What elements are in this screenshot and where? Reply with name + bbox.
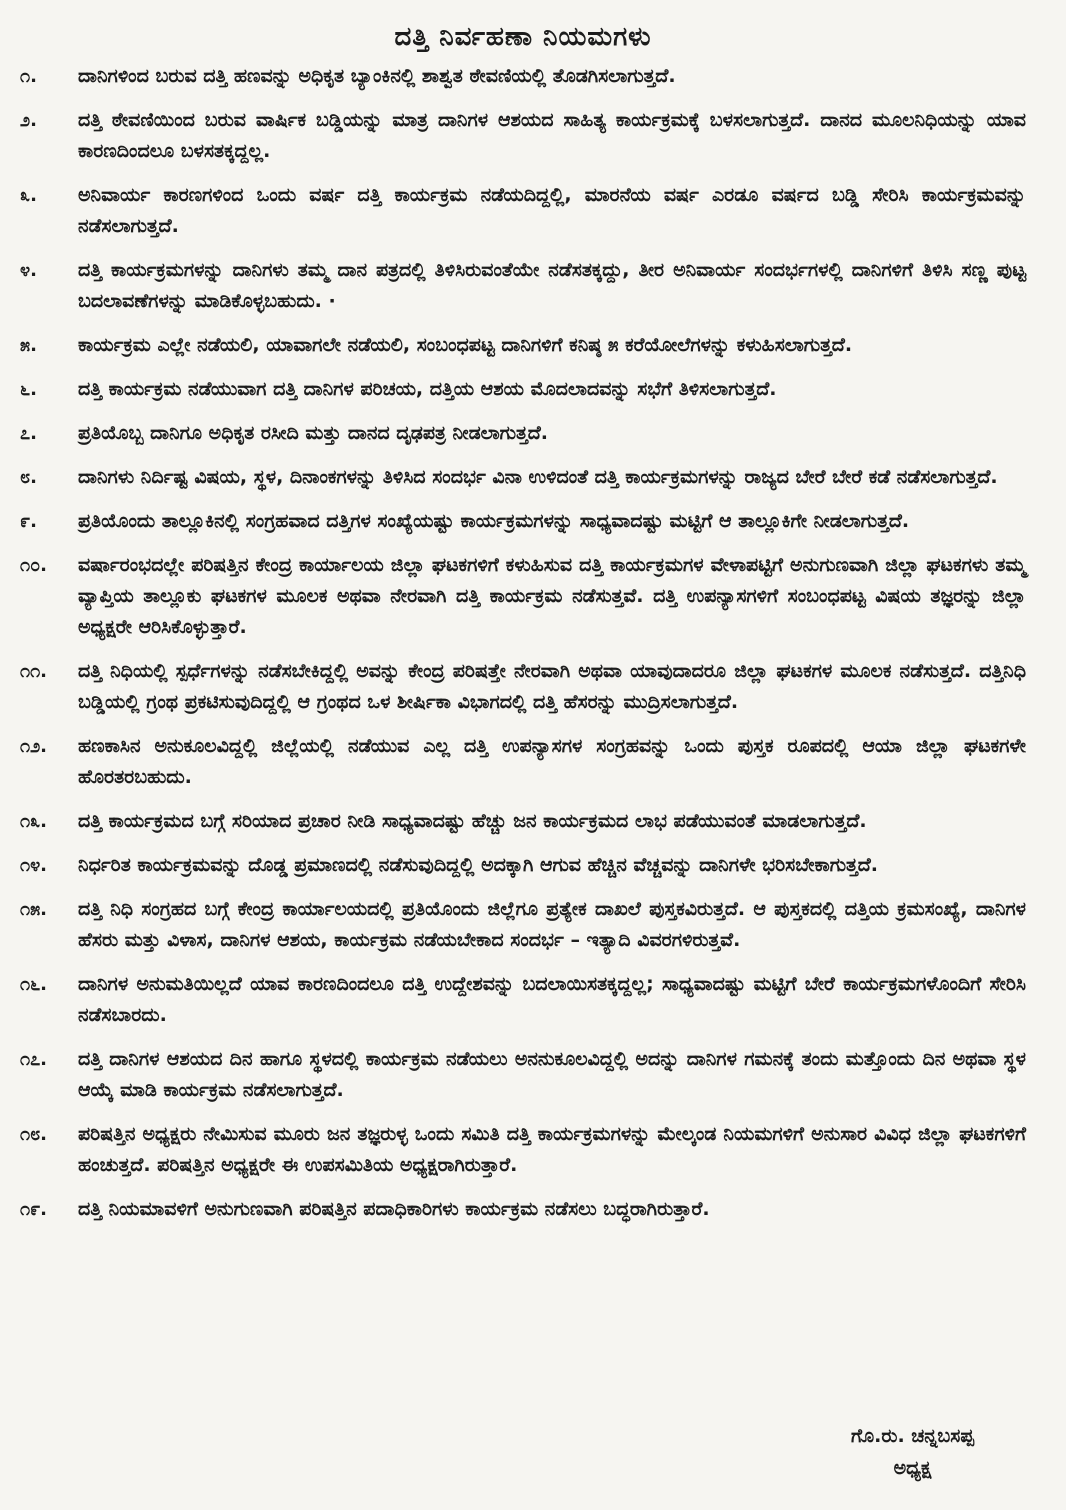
rule-number: ೮. [20, 467, 37, 488]
rule-number: ೯. [20, 511, 37, 532]
rule-text: ದತ್ತಿ ಕಾರ್ಯಕ್ರಮ ನಡೆಯುವಾಗ ದತ್ತಿ ದಾನಿಗಳ ಪರಿಚಯ, ದತ್ತಿಯ ಆಶಯ ಮೊದಲಾದವನ್ನು ಸಭೆಗೆ ತಿಳಿಸಲಾಗುತ್ತದೆ. [78, 378, 777, 400]
rule-item [20, 806, 1026, 837]
rule-text: ದಾನಿಗಳು ನಿರ್ದಿಷ್ಟ ವಿಷಯ, ಸ್ಥಳ, ದಿನಾಂಕಗಳನ್ನು ತಿಳಿಸಿದ ಸಂದರ್ಭ ವಿನಾ ಉಳಿದಂತೆ ದತ್ತಿ ಕಾರ್ಯಕ್ರಮಗಳನ್ನು ರಾಜ್ಯದ ಬೇರೆ ಬೇರೆ ಕಡೆ ನಡೆಸಲಾಗುತ್ತದೆ. [78, 466, 998, 488]
rule-text: ಪ್ರತಿಯೊಂದು ತಾಲ್ಲೂಕಿನಲ್ಲಿ ಸಂಗ್ರಹವಾದ ದತ್ತಿಗಳ ಸಂಖ್ಯೆಯಷ್ಟು ಕಾರ್ಯಕ್ರಮಗಳನ್ನು ಸಾಧ್ಯವಾದಷ್ಟು ಮಟ್ಟಿಗೆ ಆ ತಾಲ್ಲೂಕಿಗೇ ನೀಡಲಾಗುತ್ತದೆ. [78, 510, 910, 532]
rule-number: ೧೩. [20, 811, 47, 832]
rule-number: ೧. [20, 66, 37, 87]
rule-number: ೧೧. [20, 661, 47, 682]
rule-text: ಪ್ರತಿಯೊಬ್ಬ ದಾನಿಗೂ ಅಧಿಕೃತ ರಸೀದಿ ಮತ್ತು ದಾನದ ದೃಢಪತ್ರ ನೀಡಲಾಗುತ್ತದೆ. [78, 422, 548, 444]
rule-text: ಪರಿಷತ್ತಿನ ಅಧ್ಯಕ್ಷರು ನೇಮಿಸುವ ಮೂರು ಜನ ತಜ್ಞರುಳ್ಳ ಒಂದು ಸಮಿತಿ ದತ್ತಿ ಕಾರ್ಯಕ್ರಮಗಳನ್ನು ಮೇಲ್ಕಂಡ ನಿಯಮಗಳಿಗೆ ಅನುಸಾರ ವಿವಿಧ ಜಿಲ್ಲಾ ಘಟಕಗಳಿಗೆ ಹಂಚುತ್ತದೆ. ಪರಿಷತ್ತಿನ ಅಧ್ಯಕ್ಷರೇ ಈ ಉಪಸಮಿತಿಯ ಅಧ್ಯಕ್ಷರಾಗಿರುತ್ತಾರೆ. [78, 1123, 1026, 1176]
rule-item [20, 1044, 1026, 1106]
rule-text: ದತ್ತಿ ದಾನಿಗಳ ಆಶಯದ ದಿನ ಹಾಗೂ ಸ್ಥಳದಲ್ಲಿ ಕಾರ್ಯಕ್ರಮ ನಡೆಯಲು ಅನನುಕೂಲವಿದ್ದಲ್ಲಿ ಅದನ್ನು ದಾನಿಗಳ ಗಮನಕ್ಕೆ ತಂದು ಮತ್ತೊಂದು ದಿನ ಅಥವಾ ಸ್ಥಳ ಆಯ್ಕೆ ಮಾಡಿ ಕಾರ್ಯಕ್ರಮ ನಡೆಸಲಾಗುತ್ತದೆ. [78, 1048, 1026, 1101]
rule-item [20, 550, 1026, 643]
rule-text: ದತ್ತಿ ನಿಧಿಯಲ್ಲಿ ಸ್ಪರ್ಧೆಗಳನ್ನು ನಡೆಸಬೇಕಿದ್ದಲ್ಲಿ ಅವನ್ನು ಕೇಂದ್ರ ಪರಿಷತ್ತೇ ನೇರವಾಗಿ ಅಥವಾ ಯಾವುದಾದರೂ ಜಿಲ್ಲಾ ಘಟಕಗಳ ಮೂಲಕ ನಡೆಸುತ್ತದೆ. ದತ್ತಿನಿಧಿ ಬಡ್ಡಿಯಲ್ಲಿ ಗ್ರಂಥ ಪ್ರಕಟಿಸುವುದಿದ್ದಲ್ಲಿ ಆ ಗ್ರಂಥದ ಒಳ ಶೀರ್ಷಿಕಾ ವಿಭಾಗದಲ್ಲಿ ದತ್ತಿ ಹೆಸರನ್ನು ಮುದ್ರಿಸಲಾಗುತ್ತದೆ. [78, 660, 1026, 713]
signature-block [851, 1420, 974, 1484]
rule-text: ದಾನಿಗಳಿಂದ ಬರುವ ದತ್ತಿ ಹಣವನ್ನು ಅಧಿಕೃತ ಬ್ಯಾಂಕಿನಲ್ಲಿ ಶಾಶ್ವತ ಠೇವಣಿಯಲ್ಲಿ ತೊಡಗಿಸಲಾಗುತ್ತದೆ. [78, 65, 676, 87]
rule-text: ಅನಿವಾರ್ಯ ಕಾರಣಗಳಿಂದ ಒಂದು ವರ್ಷ ದತ್ತಿ ಕಾರ್ಯಕ್ರಮ ನಡೆಯದಿದ್ದಲ್ಲಿ, ಮಾರನೆಯ ವರ್ಷ ಎರಡೂ ವರ್ಷದ ಬಡ್ಡಿ ಸೇರಿಸಿ ಕಾರ್ಯಕ್ರಮವನ್ನು ನಡೆಸಲಾಗುತ್ತದೆ. [78, 184, 1026, 237]
rules-list [20, 61, 1026, 1225]
rule-number: ೪. [20, 260, 37, 281]
rule-number: ೧೬. [20, 974, 47, 995]
rule-number: ೧೮. [20, 1124, 47, 1145]
rule-text: ದತ್ತಿ ಕಾರ್ಯಕ್ರಮಗಳನ್ನು ದಾನಿಗಳು ತಮ್ಮ ದಾನ ಪತ್ರದಲ್ಲಿ ತಿಳಿಸಿರುವಂತೆಯೇ ನಡೆಸತಕ್ಕದ್ದು, ತೀರ ಅನಿವಾರ್ಯ ಸಂದರ್ಭಗಳಲ್ಲಿ ದಾನಿಗಳಿಗೆ ತಿಳಿಸಿ ಸಣ್ಣ ಪುಟ್ಟ ಬದಲಾವಣೆಗಳನ್ನು ಮಾಡಿಕೊಳ್ಳಬಹುದು. · [78, 259, 1026, 312]
rule-item [20, 255, 1026, 317]
rule-number: ೭. [20, 423, 37, 444]
rule-item [20, 61, 1026, 92]
rule-item [20, 850, 1026, 881]
rule-text: ದಾನಿಗಳ ಅನುಮತಿಯಿಲ್ಲದೆ ಯಾವ ಕಾರಣದಿಂದಲೂ ದತ್ತಿ ಉದ್ದೇಶವನ್ನು ಬದಲಾಯಿಸತಕ್ಕದ್ದಲ್ಲ; ಸಾಧ್ಯವಾದಷ್ಟು ಮಟ್ಟಿಗೆ ಬೇರೆ ಕಾರ್ಯಕ್ರಮಗಳೊಂದಿಗೆ ಸೇರಿಸಿ ನಡೆಸಬಾರದು. [78, 973, 1026, 1026]
rule-item [20, 1119, 1026, 1181]
signatory-designation: ಅಧ್ಯಕ್ಷ [893, 1457, 932, 1479]
rule-number: ೬. [20, 379, 37, 400]
rule-item [20, 105, 1026, 167]
rule-number: ೧೯. [20, 1199, 47, 1220]
rule-item [20, 1194, 1026, 1225]
rule-item [20, 731, 1026, 793]
rule-number: ೧೨. [20, 736, 47, 757]
rule-number: ೧೫. [20, 899, 47, 920]
rule-text: ದತ್ತಿ ಕಾರ್ಯಕ್ರಮದ ಬಗ್ಗೆ ಸರಿಯಾದ ಪ್ರಚಾರ ನೀಡಿ ಸಾಧ್ಯವಾದಷ್ಟು ಹೆಚ್ಚು ಜನ ಕಾರ್ಯಕ್ರಮದ ಲಾಭ ಪಡೆಯುವಂತೆ ಮಾಡಲಾಗುತ್ತದೆ. [78, 810, 867, 832]
rule-number: ೧೦. [20, 555, 47, 576]
page-title: ದತ್ತಿ ನಿರ್ವಹಣಾ ನಿಯಮಗಳು [394, 22, 652, 52]
rule-number: ೩. [20, 185, 37, 206]
rule-item [20, 374, 1026, 405]
rule-item [20, 506, 1026, 537]
rule-text: ವರ್ಷಾರಂಭದಲ್ಲೇ ಪರಿಷತ್ತಿನ ಕೇಂದ್ರ ಕಾರ್ಯಾಲಯ ಜಿಲ್ಲಾ ಘಟಕಗಳಿಗೆ ಕಳುಹಿಸುವ ದತ್ತಿ ಕಾರ್ಯಕ್ರಮಗಳ ವೇಳಾಪಟ್ಟಿಗೆ ಅನುಗುಣವಾಗಿ ಜಿಲ್ಲಾ ಘಟಕಗಳು ತಮ್ಮ ವ್ಯಾಪ್ತಿಯ ತಾಲ್ಲೂಕು ಘಟಕಗಳ ಮೂಲಕ ಅಥವಾ ನೇರವಾಗಿ ದತ್ತಿ ಕಾರ್ಯಕ್ರಮ ನಡೆಸುತ್ತವೆ. ದತ್ತಿ ಉಪನ್ಯಾಸಗಳಿಗೆ ಸಂಬಂಧಪಟ್ಟ ವಿಷಯ ತಜ್ಞರನ್ನು ಜಿಲ್ಲಾ ಅಧ್ಯಕ್ಷರೇ ಆರಿಸಿಕೊಳ್ಳುತ್ತಾರೆ. [78, 554, 1026, 638]
rule-item [20, 418, 1026, 449]
rule-text: ದತ್ತಿ ನಿಧಿ ಸಂಗ್ರಹದ ಬಗ್ಗೆ ಕೇಂದ್ರ ಕಾರ್ಯಾಲಯದಲ್ಲಿ ಪ್ರತಿಯೊಂದು ಜಿಲ್ಲೆಗೂ ಪ್ರತ್ಯೇಕ ದಾಖಲೆ ಪುಸ್ತಕವಿರುತ್ತದೆ. ಆ ಪುಸ್ತಕದಲ್ಲಿ ದತ್ತಿಯ ಕ್ರಮಸಂಖ್ಯೆ, ದಾನಿಗಳ ಹೆಸರು ಮತ್ತು ವಿಳಾಸ, ದಾನಿಗಳ ಆಶಯ, ಕಾರ್ಯಕ್ರಮ ನಡೆಯಬೇಕಾದ ಸಂದರ್ಭ – ಇತ್ಯಾದಿ ವಿವರಗಳಿರುತ್ತವೆ. [78, 898, 1026, 951]
rule-item [20, 894, 1026, 956]
rule-text: ಕಾರ್ಯಕ್ರಮ ಎಲ್ಲೇ ನಡೆಯಲಿ, ಯಾವಾಗಲೇ ನಡೆಯಲಿ, ಸಂಬಂಧಪಟ್ಟ ದಾನಿಗಳಿಗೆ ಕನಿಷ್ಠ ೫ ಕರೆಯೋಲೆಗಳನ್ನು ಕಳುಹಿಸಲಾಗುತ್ತದೆ. [78, 334, 853, 356]
rule-item [20, 180, 1026, 242]
rule-text: ದತ್ತಿ ನಿಯಮಾವಳಿಗೆ ಅನುಗುಣವಾಗಿ ಪರಿಷತ್ತಿನ ಪದಾಧಿಕಾರಿಗಳು ಕಾರ್ಯಕ್ರಮ ನಡೆಸಲು ಬದ್ಧರಾಗಿರುತ್ತಾರೆ. [78, 1198, 710, 1220]
rule-number: ೧೪. [20, 855, 47, 876]
rule-text: ನಿರ್ಧರಿತ ಕಾರ್ಯಕ್ರಮವನ್ನು ದೊಡ್ಡ ಪ್ರಮಾಣದಲ್ಲಿ ನಡೆಸುವುದಿದ್ದಲ್ಲಿ ಅದಕ್ಕಾಗಿ ಆಗುವ ಹೆಚ್ಚಿನ ವೆಚ್ಚವನ್ನು ದಾನಿಗಳೇ ಭರಿಸಬೇಕಾಗುತ್ತದೆ. [78, 854, 878, 876]
rule-number: ೨. [20, 110, 37, 131]
rule-item [20, 969, 1026, 1031]
rule-text: ದತ್ತಿ ಠೇವಣಿಯಿಂದ ಬರುವ ವಾರ್ಷಿಕ ಬಡ್ಡಿಯನ್ನು ಮಾತ್ರ ದಾನಿಗಳ ಆಶಯದ ಸಾಹಿತ್ಯ ಕಾರ್ಯಕ್ರಮಕ್ಕೆ ಬಳಸಲಾಗುತ್ತದೆ. ದಾನದ ಮೂಲನಿಧಿಯನ್ನು ಯಾವ ಕಾರಣದಿಂದಲೂ ಬಳಸತಕ್ಕದ್ದಲ್ಲ. [78, 109, 1026, 162]
rule-number: ೫. [20, 335, 37, 356]
rule-item [20, 656, 1026, 718]
rule-item [20, 330, 1026, 361]
rule-item [20, 462, 1026, 493]
rule-number: ೧೭. [20, 1049, 47, 1070]
rule-text: ಹಣಕಾಸಿನ ಅನುಕೂಲವಿದ್ದಲ್ಲಿ ಜಿಲ್ಲೆಯಲ್ಲಿ ನಡೆಯುವ ಎಲ್ಲ ದತ್ತಿ ಉಪನ್ಯಾಸಗಳ ಸಂಗ್ರಹವನ್ನು ಒಂದು ಪುಸ್ತಕ ರೂಪದಲ್ಲಿ ಆಯಾ ಜಿಲ್ಲಾ ಘಟಕಗಳೇ ಹೊರತರಬಹುದು. [78, 735, 1026, 788]
signatory-name: ಗೊ.ರು. ಚನ್ನಬಸಪ್ಪ [850, 1425, 974, 1447]
